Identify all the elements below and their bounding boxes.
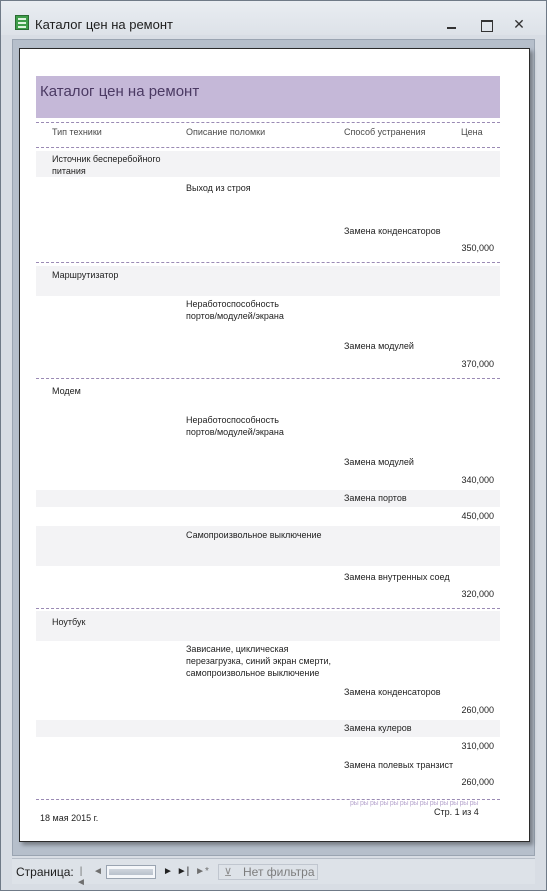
title-bar[interactable] [1,1,546,35]
fix-price: 350,000 [461,243,494,253]
group-divider [36,262,500,263]
fix-method: Замена модулей [344,341,414,351]
group-type: Маршрутизатор [52,270,119,280]
print-preview-area[interactable] [12,39,535,856]
group-divider [36,608,500,609]
fix-price: 260,000 [461,777,494,787]
first-page-icon[interactable]: |◄ [76,866,86,888]
group-type: Источник бесперебойного питания [52,154,161,176]
report-icon [15,15,29,30]
header-top-divider [36,122,500,123]
report-date: 18 мая 2015 г. [40,813,99,823]
column-header-type: Тип техники [52,127,102,137]
column-header-description: Описание поломки [186,127,266,137]
previous-page-icon[interactable]: ◄ [93,866,103,877]
new-record-icon[interactable]: ►* [195,866,209,877]
group-type: Модем [52,386,81,396]
next-page-icon[interactable]: ► [163,866,173,877]
report-header [36,76,500,118]
fix-price: 320,000 [461,589,494,599]
problem-description: Выход из строя [186,183,251,193]
maximize-button[interactable] [477,17,495,33]
filter-button[interactable] [218,864,318,880]
fix-method: Замена портов [344,493,407,503]
fix-price: 260,000 [461,705,494,715]
fix-method: Замена полевых транзист [344,760,454,770]
window-title: Каталог цен на ремонт [35,17,173,32]
minimize-button[interactable] [442,17,460,33]
column-header-method: Способ устранения [344,127,426,137]
group-type: Ноутбук [52,617,86,627]
cut-off-text: ры ры ры ры ры ры ры ры ры ры ры ры ры [350,800,478,807]
fix-price: 340,000 [461,475,494,485]
fix-price: 450,000 [461,511,494,521]
report-page [19,48,530,842]
fix-price: 310,000 [461,741,494,751]
group-divider [36,378,500,379]
report-title: Каталог цен на ремонт [40,83,200,100]
fix-method: Замена конденсаторов [344,226,441,236]
problem-description: Зависание, циклическая перезагрузка, синий экран смерти, самопроизвольное выключение [186,644,331,678]
fix-method: Замена модулей [344,457,414,467]
problem-description: Неработоспособность портов/модулей/экрана [186,299,284,321]
close-button[interactable]: ✕ [513,16,525,32]
navigation-bar [12,858,535,888]
header-bottom-divider [36,147,500,148]
filter-icon: ⊻ [224,867,233,879]
last-page-icon[interactable]: ►| [176,866,190,877]
problem-description: Самопроизвольное выключение [186,530,322,540]
page-label: Страница: [16,865,74,879]
fix-method: Замена внутренных соед [344,572,450,582]
problem-description: Неработоспособность портов/модулей/экрана [186,415,284,437]
fix-method: Замена конденсаторов [344,687,441,697]
column-header-price: Цена [461,127,483,137]
fix-method: Замена кулеров [344,723,412,733]
page-number: Стр. 1 из 4 [434,807,479,817]
fix-price: 370,000 [461,359,494,369]
filter-label: Нет фильтра [243,865,315,879]
page-number-input[interactable] [106,865,156,879]
